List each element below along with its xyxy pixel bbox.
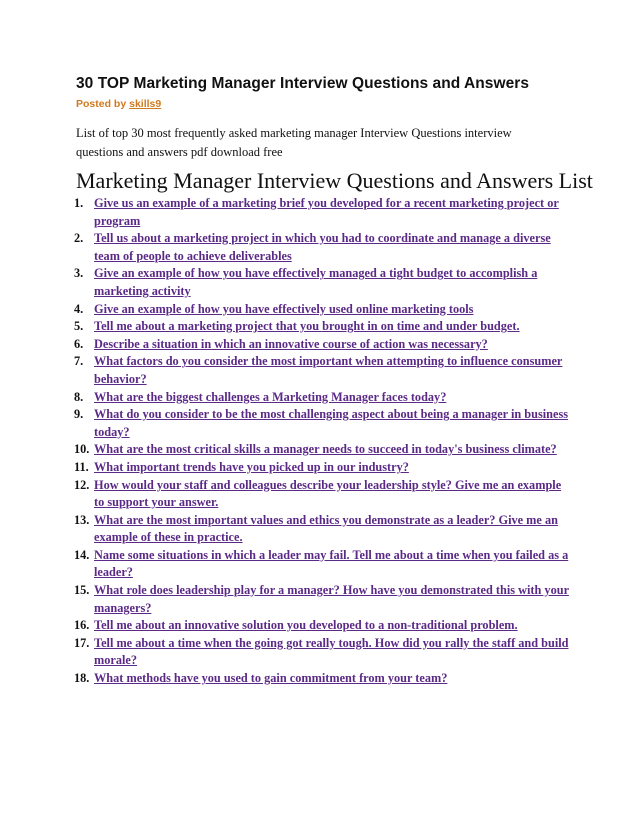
question-link[interactable]: What role does leadership play for a manager? How have you demonstrated this with your managers? [94, 583, 570, 615]
question-link[interactable]: What do you consider to be the most challenging aspect about being a manager in business today? [94, 407, 569, 439]
question-link[interactable]: Give an example of how you have effectively used online marketing tools [94, 301, 474, 316]
question-link[interactable]: Give us an example of a marketing brief you developed for a recent marketing project or program [94, 196, 559, 228]
question-item [74, 477, 574, 512]
question-link[interactable]: Name some situations in which a leader may fail. Tell me about a time when you failed as a leader? [94, 547, 569, 580]
question-list [74, 195, 574, 688]
question-link[interactable]: Tell us about a marketing project in which you had to coordinate and manage a diverse team of people to achieve deliverables [94, 231, 551, 263]
question-number: 14. [74, 547, 90, 562]
question-number: 12. [74, 477, 90, 492]
question-item [74, 441, 574, 459]
question-item [74, 318, 574, 336]
question-number: 18. [74, 671, 90, 686]
question-number: 17. [74, 635, 90, 650]
question-item [74, 617, 574, 635]
question-link[interactable]: What important trends have you picked up in our industry? [94, 459, 409, 474]
question-item [74, 582, 574, 617]
intro-paragraph: List of top 30 most frequently asked marketing manager Interview Questions interview questions and answers pdf download free [76, 126, 512, 159]
question-item [74, 459, 574, 477]
question-number: 10. [74, 442, 90, 457]
page-title: 30 TOP Marketing Manager Interview Questions and Answers [76, 75, 530, 92]
question-number: 9. [74, 407, 84, 422]
question-item [74, 670, 574, 688]
question-item [74, 301, 574, 319]
question-item [74, 230, 574, 265]
question-link[interactable]: What are the most important values and ethics you demonstrate as a leader? Give me an example of these in practice. [94, 512, 558, 545]
question-number: 7. [74, 354, 84, 369]
question-link[interactable]: What factors do you consider the most important when attempting to influence consumer behavior? [94, 354, 563, 386]
question-number: 3. [74, 266, 84, 281]
question-item [74, 353, 574, 388]
question-item [74, 547, 574, 582]
question-number: 15. [74, 583, 90, 598]
list-heading: Marketing Manager Interview Questions and Answers List [76, 168, 593, 193]
question-item [74, 512, 574, 547]
question-item [74, 265, 574, 300]
question-link[interactable]: What methods have you used to gain commitment from your team? [94, 671, 448, 686]
question-number: 1. [74, 196, 84, 210]
question-number: 4. [74, 301, 84, 316]
post-byline [76, 98, 161, 110]
author-link[interactable]: skills9 [129, 98, 162, 110]
question-link[interactable]: What are the most critical skills a manager needs to succeed in today's business climate? [94, 442, 557, 457]
question-item [74, 635, 574, 670]
question-link[interactable]: Tell me about a marketing project that you brought in on time and under budget. [94, 319, 520, 334]
question-item [74, 406, 574, 441]
question-link[interactable]: Tell me about an innovative solution you developed to a non-traditional problem. [94, 618, 518, 633]
question-link[interactable]: Give an example of how you have effectively managed a tight budget to accomplish a marketing activity [94, 266, 538, 298]
question-link[interactable]: How would your staff and colleagues describe your leadership style? Give me an example to support your answer. [94, 477, 562, 510]
question-item [74, 389, 574, 407]
question-number: 16. [74, 618, 90, 633]
posted-by-label: Posted by [76, 98, 127, 110]
question-number: 2. [74, 231, 84, 246]
question-number: 6. [74, 336, 84, 351]
question-link[interactable]: Tell me about a time when the going got really tough. How did you rally the staff and build morale? [94, 635, 569, 668]
question-link[interactable]: What are the biggest challenges a Marketing Manager faces today? [94, 389, 447, 404]
question-link[interactable]: Describe a situation in which an innovative course of action was necessary? [94, 336, 488, 351]
question-number: 5. [74, 319, 84, 334]
question-item [74, 336, 574, 354]
question-number: 13. [74, 512, 90, 527]
question-item [74, 195, 574, 230]
question-number: 8. [74, 389, 84, 404]
question-number: 11. [74, 459, 89, 474]
